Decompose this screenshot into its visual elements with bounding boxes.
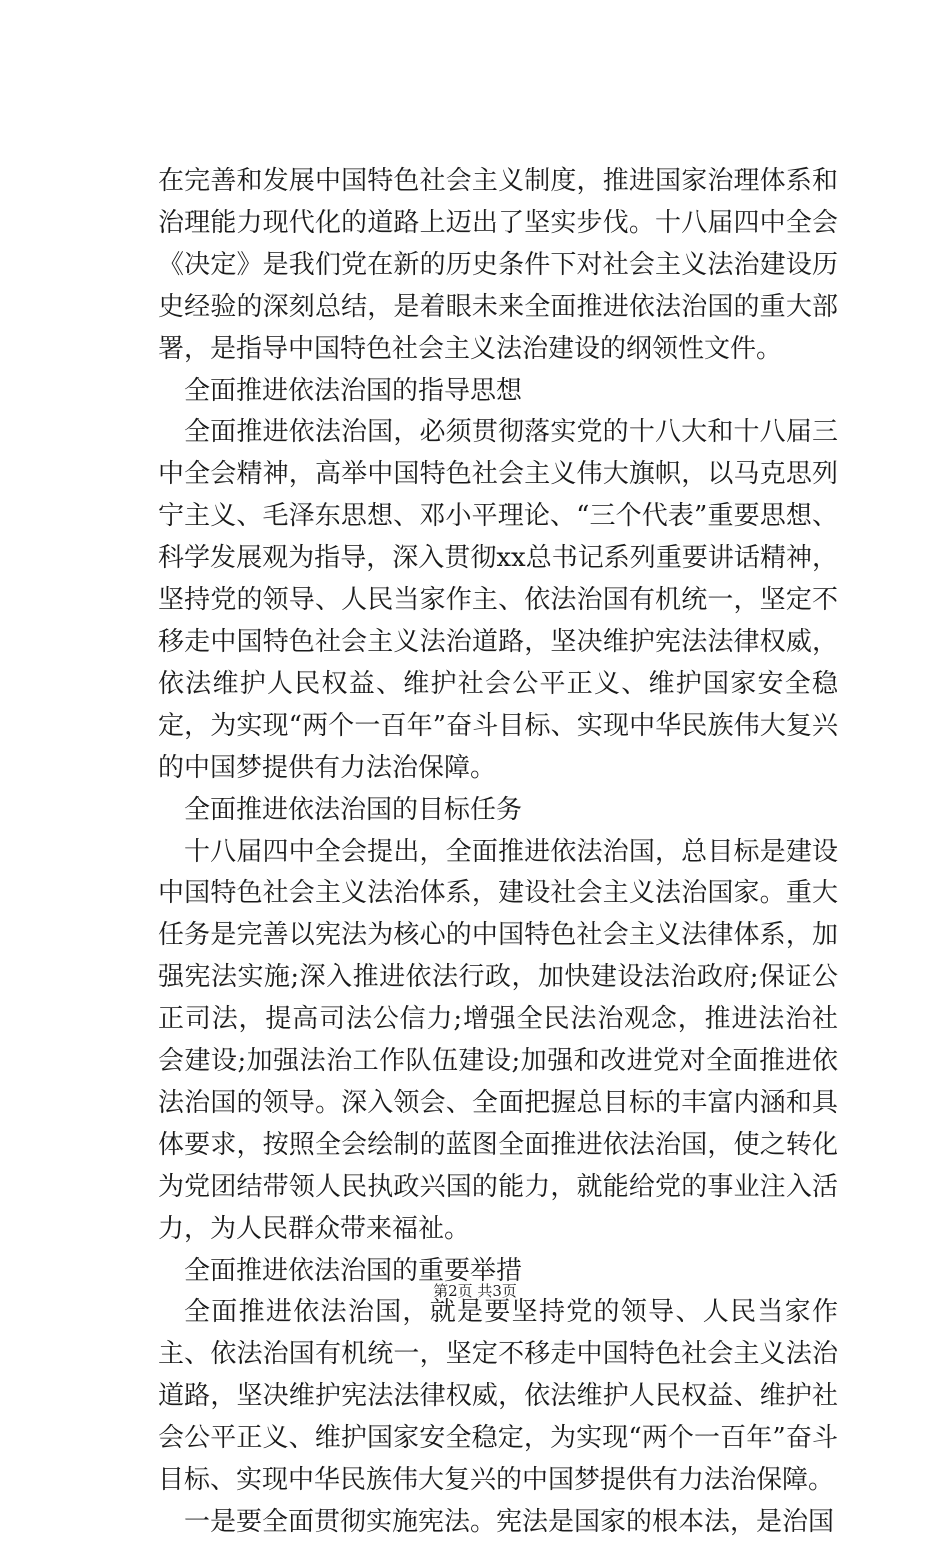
paragraph-guiding-ideology: 全面推进依法治国，必须贯彻落实党的十八大和十八届三中全会精神，高举中国特色社会主义伟大旗帜，以马克思列宁主义、毛泽东思想、邓小平理论、“三个代表”重要思想、科学发展观为指导，深入贯彻xx总书记系列重要讲话精神，坚持党的领导、人民当家作主、依法治国有机统一，坚定不移走中国特色社会主义法治道路，坚决维护宪法法律权威，依法维护人民权益、维护社会公平正义、维护国家安全稳定，为实现“两个一百年”奋斗目标、实现中华民族伟大复兴的中国梦提供有力法治保障。: [158, 417, 838, 783]
page-footer: 第2页 共3页: [433, 1282, 517, 1300]
paragraph-important-measures: 全面推进依法治国，就是要坚持党的领导、人民当家作主、依法治国有机统一，坚定不移走中国特色社会主义法治道路，坚决维护宪法法律权威，依法维护人民权益、维护社会公平正义、维护国家安全稳定，为实现“两个一百年”奋斗目标、实现中华民族伟大复兴的中国梦提供有力法治保障。: [158, 1297, 838, 1496]
paragraph-constitution: 一是要全面贯彻实施宪法。宪法是国家的根本法，是治国: [184, 1507, 835, 1537]
document-body: [158, 161, 838, 1544]
section-heading-goals-tasks: 全面推进依法治国的目标任务: [184, 794, 523, 825]
paragraph-goals-tasks: 十八届四中全会提出，全面推进依法治国，总目标是建设中国特色社会主义法治体系，建设社会主义法治国家。重大任务是完善以宪法为核心的中国特色社会主义法律体系，加强宪法实施;深入推进依法行政，加快建设法治政府;保证公正司法，提高司法公信力;增强全民法治观念，推进法治社会建设;加强法治工作队伍建设;加强和改进党对全面推进依法治国的领导。深入领会、全面把握总目标的丰富内涵和具体要求，按照全会绘制的蓝图全面推进依法治国，使之转化为党团结带领人民执政兴国的能力，就能给党的事业注入活力，为人民群众带来福祉。: [158, 836, 838, 1244]
section-heading-guiding-ideology: 全面推进依法治国的指导思想: [184, 375, 523, 406]
section-heading-important-measures: 全面推进依法治国的重要举措: [184, 1255, 523, 1286]
paragraph-intro: 在完善和发展中国特色社会主义制度，推进国家治理体系和治理能力现代化的道路上迈出了坚实步伐。十八届四中全会《决定》是我们党在新的历史条件下对社会主义法治建设历史经验的深刻总结，是着眼未来全面推进依法治国的重大部署，是指导中国特色社会主义法治建设的纲领性文件。: [158, 166, 838, 364]
